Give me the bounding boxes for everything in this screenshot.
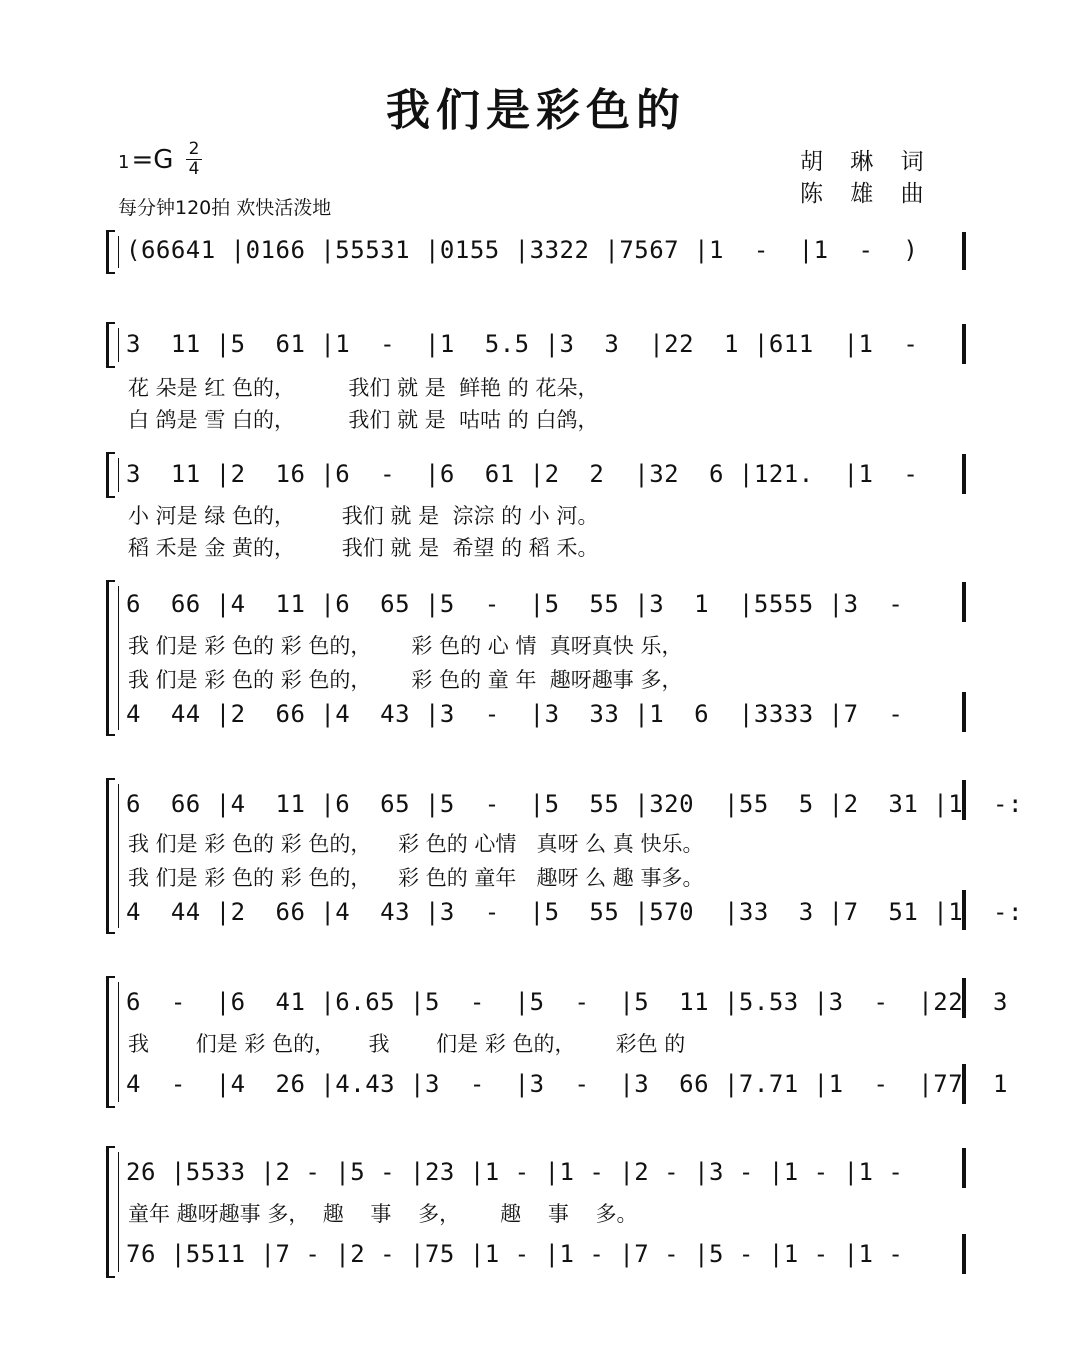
notation-line: 3 11 |5 61 |1 - |1 5.5 |3 3 |22 1 |611 |1 - <box>126 330 919 358</box>
notation-line-lower: 4 44 |2 66 |4 43 |3 - |3 33 |1 6 |3333 |7 - <box>126 700 904 728</box>
key-signature: 1=G <box>118 145 174 175</box>
lyric-line: 稻 禾是 金 黄的， 我们 就 是 希望 的 稻 禾。 <box>128 536 599 560</box>
notation-line-lower: 4 44 |2 66 |4 43 |3 - |5 55 |570 |33 3 |7 51 |1 -: <box>126 898 1023 926</box>
notation-line-upper: 6 66 |4 11 |6 65 |5 - |5 55 |3 1 |5555 |3 - <box>126 590 904 618</box>
music-system-2 <box>106 322 966 368</box>
music-system-4 <box>106 580 966 736</box>
composer-credit: 陈 雄 曲 <box>800 181 934 207</box>
tempo-marking: 每分钟120拍 欢快活泼地 <box>118 197 332 219</box>
lyric-line: 我 们是 彩 色的 彩 色的， 彩 色的 心 情 真呀真快 乐， <box>128 634 683 658</box>
music-system-7 <box>106 1146 966 1278</box>
time-signature: 2 4 <box>186 140 202 179</box>
notation-line: 3 11 |2 16 |6 - |6 61 |2 2 |32 6 |121. |1 - <box>126 460 919 488</box>
lyric-line: 小 河是 绿 色的， 我们 就 是 淙淙 的 小 河。 <box>128 504 599 528</box>
notation-line-upper: 6 - |6 41 |6.65 |5 - |5 - |5 11 |5.53 |3 - |22 3 <box>126 988 1009 1016</box>
lyric-line: 我 们是 彩 色的 彩 色的， 彩 色的 童年 趣呀 么 趣 事多。 <box>128 866 704 890</box>
lyric-line: 花 朵是 红 色的， 我们 就 是 鲜艳 的 花朵， <box>128 376 599 400</box>
notation-line-lower: 76 |5511 |7 - |2 - |75 |1 - |1 - |7 - |5 - |1 - |1 - <box>126 1240 904 1268</box>
lyric-line: 白 鸽是 雪 白的， 我们 就 是 咕咕 的 白鸽， <box>128 408 599 432</box>
music-system-1 <box>106 230 966 274</box>
lyric-line: 我 们是 彩 色的 彩 色的， 彩 色的 童 年 趣呀趣事 多， <box>128 668 683 692</box>
lyricist-credit: 胡 琳 词 <box>800 149 934 175</box>
lyric-line: 我 们是 彩 色的， 我 们是 彩 色的， 彩色 的 <box>128 1032 686 1056</box>
lyric-line: 童年 趣呀趣事 多， 趣 事 多， 趣 事 多。 <box>128 1202 638 1226</box>
music-system-6 <box>106 976 1009 1108</box>
music-system-3 <box>106 452 966 498</box>
notation-line-upper: 26 |5533 |2 - |5 - |23 |1 - |1 - |2 - |3 - |1 - |1 - <box>126 1158 904 1186</box>
notation-line: (66641 |0166 |55531 |0155 |3322 |7567 |1 - |1 - ) <box>126 236 919 264</box>
notation-line-upper: 6 66 |4 11 |6 65 |5 - |5 55 |320 |55 5 |2 31 |1 -: <box>126 790 1023 818</box>
page-title: 我们是彩色的 <box>386 85 686 136</box>
notation-line-lower: 4 - |4 26 |4.43 |3 - |3 - |3 66 |7.71 |1 - |77 1 <box>126 1070 1009 1098</box>
music-system-5 <box>106 778 1023 934</box>
lyric-line: 我 们是 彩 色的 彩 色的， 彩 色的 心情 真呀 么 真 快乐。 <box>128 832 704 856</box>
